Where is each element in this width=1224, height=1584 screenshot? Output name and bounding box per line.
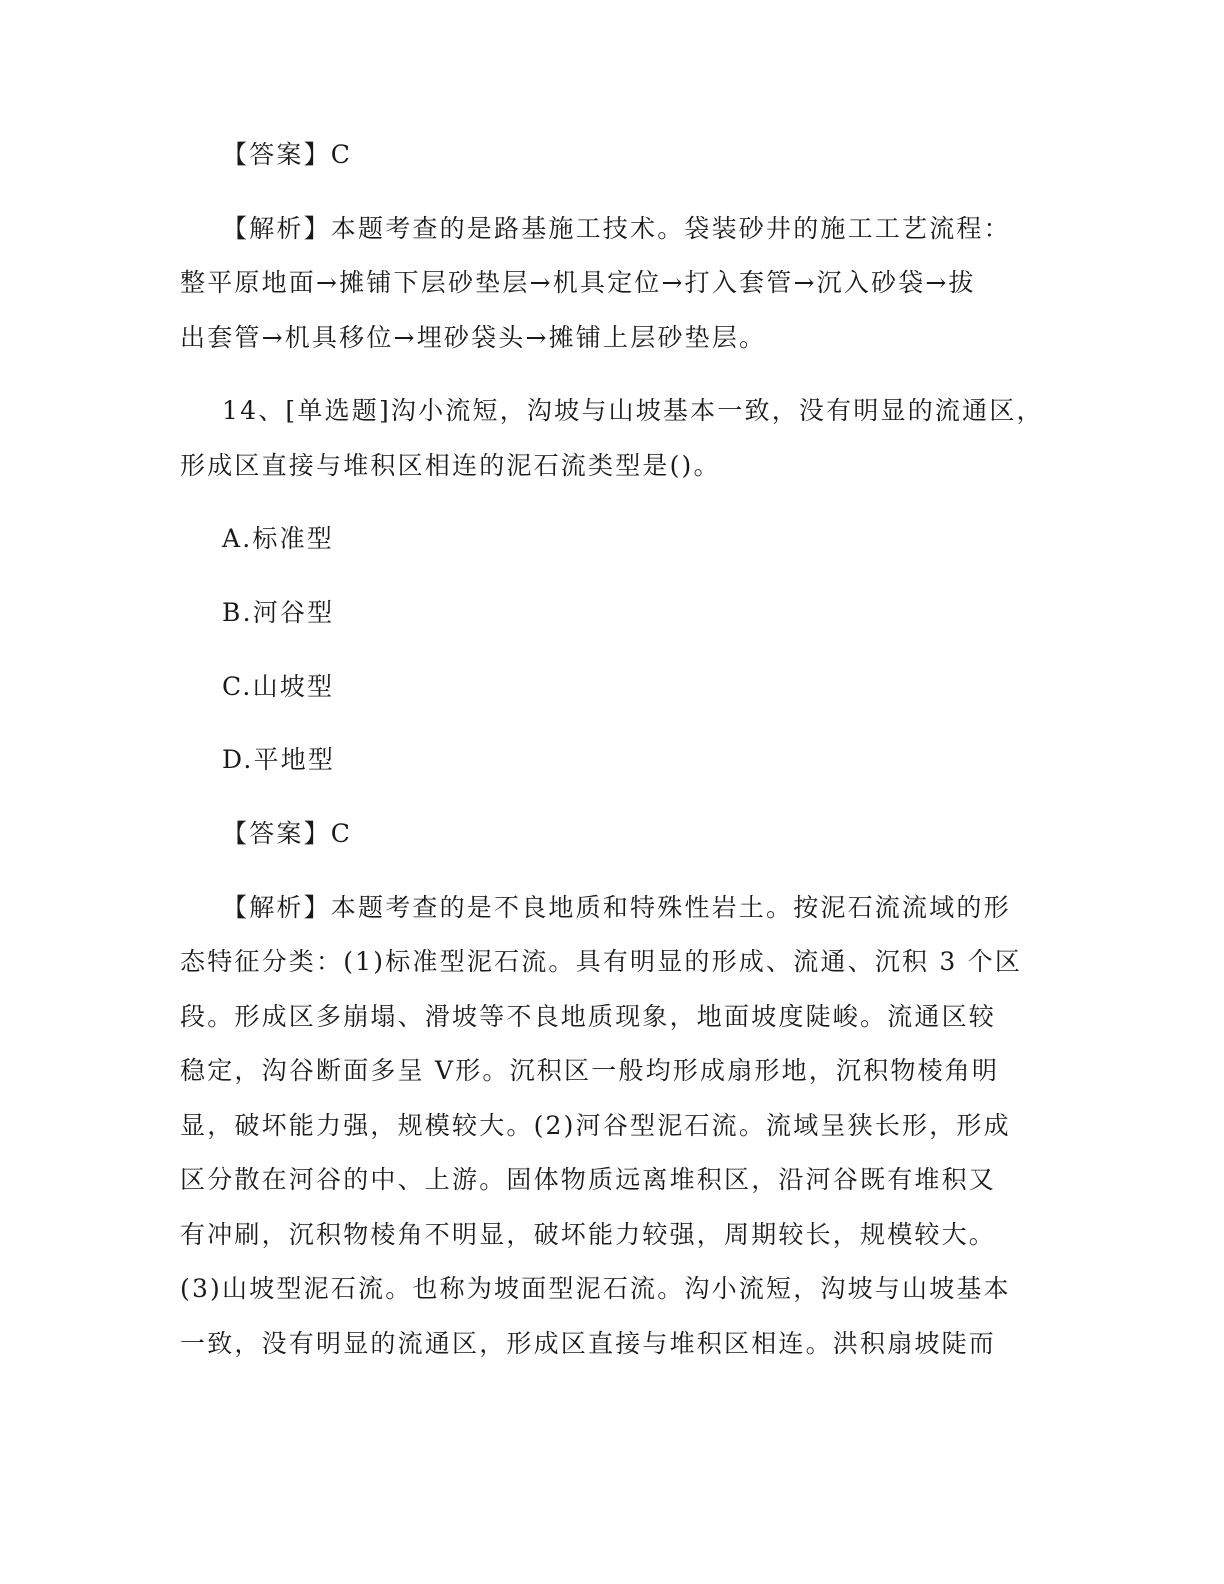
q13-analysis-line-3: 出套管→机具移位→埋砂袋头→摊铺上层砂垫层。	[180, 323, 767, 352]
q14-analysis-line-9: 一致，没有明显的流通区，形成区直接与堆积区相连。洪积扇坡陡而	[180, 1329, 997, 1358]
q14-analysis-line-6: 区分散在河谷的中、上游。固体物质远离堆积区，沿河谷既有堆积又	[180, 1165, 997, 1194]
q14-analysis-line-1: 【解析】本题考查的是不良地质和特殊性岩土。按泥石流流域的形	[222, 893, 1011, 922]
q14-analysis-line-3: 段。形成区多崩塌、滑坡等不良地质现象，地面坡度陡峻。流通区较	[180, 1002, 997, 1031]
q14-option-b: B.河谷型	[222, 598, 335, 627]
q14-analysis-line-8: (3)山坡型泥石流。也称为坡面型泥石流。沟小流短，沟坡与山坡基本	[180, 1274, 1011, 1303]
q14-option-c: C.山坡型	[222, 672, 335, 701]
q14-option-a: A.标准型	[222, 524, 335, 553]
q14-analysis-line-5: 显，破坏能力强，规模较大。(2)河谷型泥石流。流域呈狭长形，形成	[180, 1111, 1011, 1140]
q14-answer: 【答案】C	[222, 819, 353, 848]
q14-question-line-2: 形成区直接与堆积区相连的泥石流类型是()。	[180, 451, 721, 480]
q13-analysis-line-1: 【解析】本题考查的是路基施工技术。袋装砂井的施工工艺流程：	[222, 214, 1011, 243]
q14-analysis-line-2: 态特征分类：(1)标准型泥石流。具有明显的形成、流通、沉积 3 个区	[180, 947, 1023, 976]
q14-question-line-1: 14、[单选题]沟小流短，沟坡与山坡基本一致，没有明显的流通区，	[222, 396, 1044, 425]
q14-analysis-line-4: 稳定，沟谷断面多呈 V形。沉积区一般均形成扇形地，沉积物棱角明	[180, 1056, 1000, 1085]
q13-analysis-line-2: 整平原地面→摊铺下层砂垫层→机具定位→打入套管→沉入砂袋→拔	[180, 268, 976, 297]
q14-analysis-line-7: 有冲刷，沉积物棱角不明显，破坏能力较强，周期较长，规模较大。	[180, 1220, 997, 1249]
q13-answer: 【答案】C	[222, 140, 353, 169]
q14-option-d: D.平地型	[222, 745, 336, 774]
